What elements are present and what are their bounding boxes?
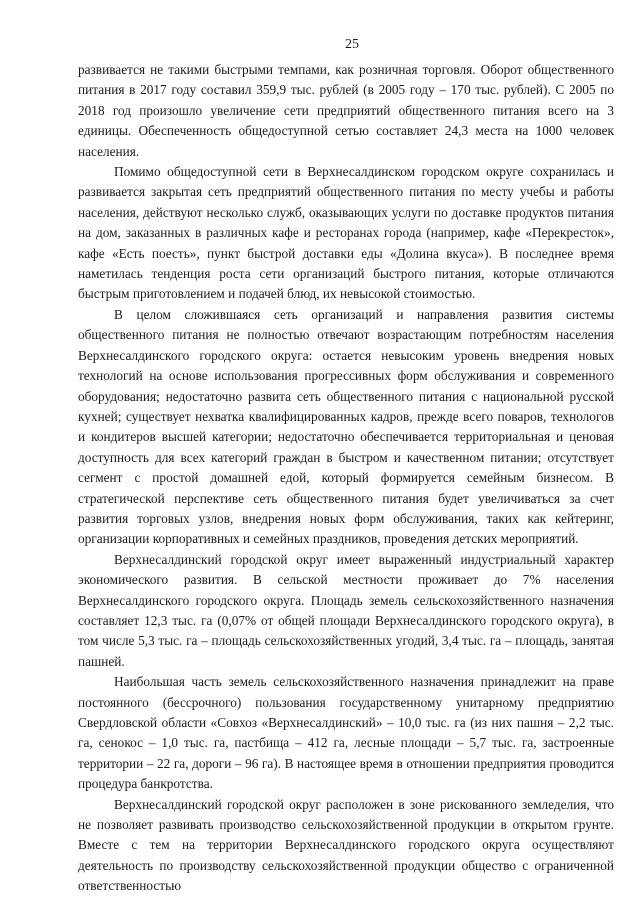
paragraph-sovkhoz-lands: Наибольшая часть земель сельскохозяйственного назначения принадлежит на праве постоянного (бессрочного) пользования государственному унитарному предприятию Свердловской области «Совхоз «Верхнесалдинский» – 10,0 тыс. га (из них пашня – 2,2 тыс. га, сенокос – 1,0 тыс. га, пастбища – 412 га, лесные площади – 5,7 тыс. га, застроенные территории – 22 га, дороги – 96 га). В настоящее время в отношении предприятия проводится процедура банкротства. [78, 674, 614, 792]
paragraph-industrial-character: Верхнесалдинский городской округ имеет выраженный индустриальный характер экономического развития. В сельской местности проживает до 7% населения Верхнесалдинского городского округа. Площадь земель сельскохозяйственного назначения составляет 12,3 тыс. га (0,07% от общей площади Верхнесалдинского городского округа), в том числе 5,3 тыс. га – площадь сельскохозяйственных угодий, 3,4 тыс. га – площадь, занятая пашней. [78, 551, 614, 669]
page-number: 25 [345, 37, 359, 52]
paragraph-risky-farming: Верхнесалдинский городской округ расположен в зоне рискованного земледелия, что не позволяет развивать производство сельскохозяйственной продукции в открытом грунте. Вместе с тем на территории Верхнесалдинского городского округа осуществляют деятельность по производству сельскохозяйственной продукции общество с ограниченной ответственностью [78, 796, 614, 894]
paragraph-closed-network: Помимо общедоступной сети в Верхнесалдинском городском округе сохранилась и развивается закрытая сеть предприятий общественного питания по месту учебы и работы населения, действуют несколько служб, оказывающих услуги по доставке продуктов питания на дом, заказанных в различных кафе и ресторанах города (например, кафе «Перекресток», кафе «Есть поесть», пункт быстрой доставки еды «Долина вкуса»). В последнее время наметилась тенденция роста сети организаций быстрого питания, которые отличаются быстрым приготовлением и подачей блюд, их невысокой стоимостью. [78, 164, 614, 302]
paragraph-catering-turnover: развивается не такими быстрыми темпами, как розничная торговля. Оборот общественного питания в 2017 году составил 359,9 тыс. рублей (в 2005 году – 170 тыс. рублей). С 2005 по 2018 год произошло увеличение сети предприятий общественного питания всего на 3 единицы. Обеспеченность общедоступной сетью составляет 24,3 места на 1000 человек населения. [78, 62, 614, 159]
paragraph-network-shortcomings: В целом сложившаяся сеть организаций и направления развития системы общественного питания не полностью отвечают возрастающим потребностям населения Верхнесалдинского городского округа: остается невысоким уровень внедрения новых технологий на основе использования прогрессивных форм обслуживания и современного оборудования; недостаточно развита сеть общественного питания с национальной русской кухней; существует нехватка квалифицированных кадров, прежде всего поваров, технологов и кондитеров высшей категории; недостаточно обеспечивается территориальная и ценовая доступность для всех категорий граждан в быстром и качественном питании; отсутствует сегмент с простой домашней едой, который формируется семейным бизнесом. В стратегической перспективе сеть общественного питания будет увеличиваться за счет развития торговых узлов, внедрения новых форм обслуживания, таких как кейтеринг, организации корпоративных и семейных праздников, проведения детских мероприятий. [78, 306, 614, 547]
